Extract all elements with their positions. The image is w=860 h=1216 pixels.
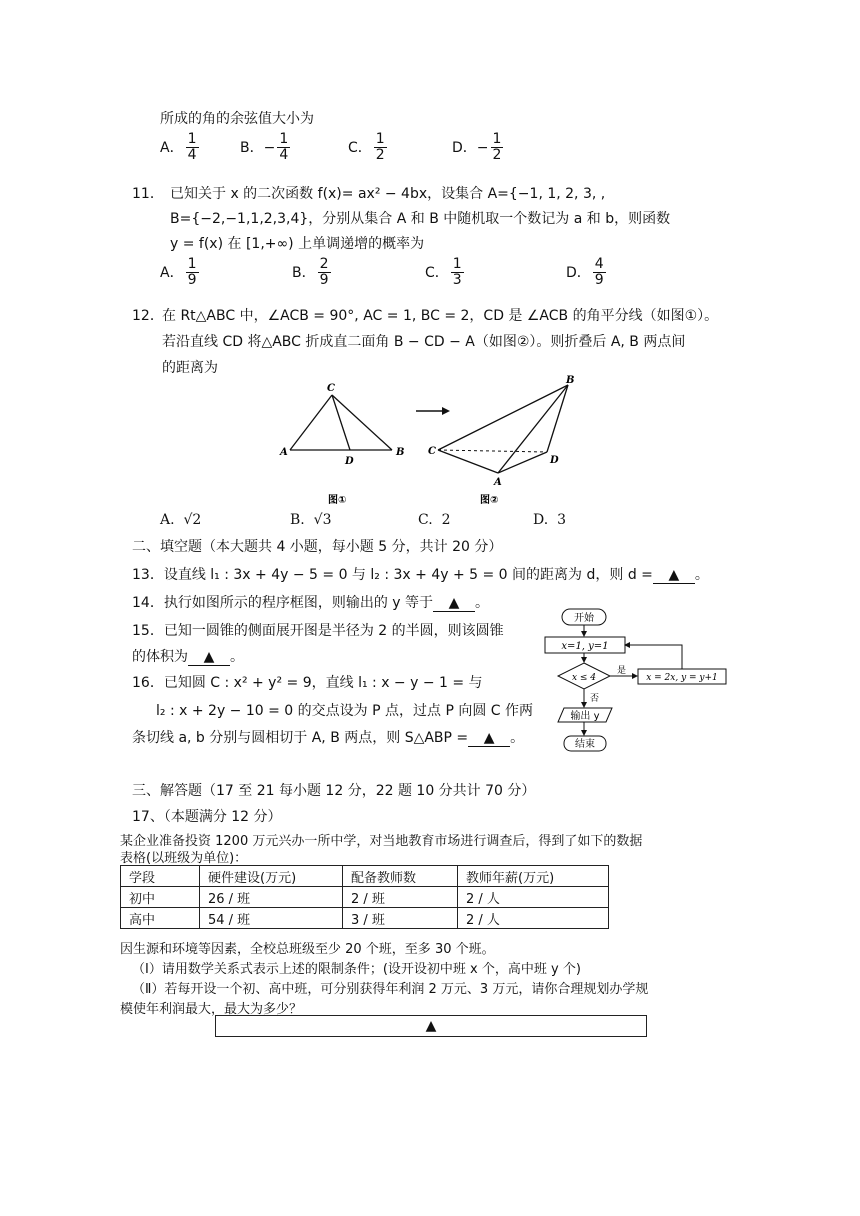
table-cell: 26 / 班 [200, 887, 343, 908]
flow-output-label: 输出 y [570, 711, 600, 722]
table-cell: 2 / 人 [458, 887, 609, 908]
q10-option-b: B．− $\frac{1}{4}$ [240, 131, 289, 164]
flow-start-label: 开始 [574, 613, 594, 624]
table-cell: 54 / 班 [200, 908, 343, 929]
fig2-label-a: A [494, 477, 502, 488]
fig2-caption: 图② [480, 495, 499, 506]
q11-number: 11． [132, 186, 164, 202]
q17-intro-line2: 表格(以班级为单位)： [120, 851, 248, 866]
flow-condition-label: x ≤ 4 [571, 673, 597, 683]
q15-line1: 15．已知一圆锥的侧面展开图是半径为 2 的半圆，则该圆锥 [132, 623, 504, 639]
q16-line1: 16．已知圆 C : x² + y² = 9，直线 l₁ : x − y − 1 = 与 [132, 675, 483, 691]
q10-option-d: D．− $\frac{1}{2}$ [452, 131, 502, 164]
table-cell: 2 / 班 [343, 887, 458, 908]
flow-update-label: x = 2x, y = y+1 [646, 673, 718, 683]
table-cell: 初中 [121, 887, 200, 908]
q12-number: 12． [132, 308, 164, 324]
q11-option-a: A． $\frac{1}{9}$ [160, 256, 197, 289]
q17-data-table [120, 865, 609, 929]
flow-no-label: 否 [590, 694, 600, 704]
table-header-row [121, 866, 609, 887]
flowchart [540, 605, 735, 755]
fig1-label-d: D [345, 456, 354, 467]
fold-arrow-head [442, 407, 450, 415]
fig1-label-b: B [396, 447, 405, 458]
q16-line2: l₂ : x + 2y − 10 = 0 的交点设为 P 点，过点 P 向圆 C 作两 [156, 703, 534, 719]
section3-title: 三、解答题（17 至 21 每小题 12 分，22 题 10 分共计 70 分） [132, 783, 536, 799]
q16-answer-blank[interactable]: ▲ [468, 730, 510, 747]
q11-option-d: D． $\frac{4}{9}$ [566, 256, 604, 289]
q12-option-c: C. 2 [418, 512, 451, 528]
q17-constraint-text: 因生源和环境等因素，全校总班级至少 20 个班，至多 30 个班。 [120, 942, 495, 957]
flow-yes-label: 是 [617, 666, 627, 676]
q12-line3: 的距离为 [162, 360, 218, 376]
q12-option-a: A. √2 [160, 512, 202, 528]
q13-line: 13．设直线 l₁ : 3x + 4y − 5 = 0 与 l₂ : 3x + 4y + 5 = 0 间的距离为 d，则 d = ▲ 。 [132, 567, 709, 583]
q12-option-b: B. √3 [290, 512, 332, 528]
q12-option-d: D. 3 [533, 512, 567, 528]
q11-option-c: C． $\frac{1}{3}$ [425, 256, 462, 289]
fig2-label-b: B [566, 375, 575, 386]
figure-1-triangle [290, 395, 392, 450]
q12-figures [270, 375, 600, 510]
q15-answer-blank[interactable]: ▲ [188, 649, 230, 666]
table-header-cell: 硬件建设(万元) [200, 866, 343, 887]
q10-option-c: C． $\frac{1}{2}$ [348, 131, 385, 164]
q11-line1: 已知关于 x 的二次函数 f(x)= ax² − 4bx，设集合 A={−1, 1, 2, 3, , [170, 186, 606, 202]
q15-line2: 的体积为 ▲ 。 [132, 649, 244, 665]
q17-header: 17、（本题满分 12 分） [132, 809, 282, 825]
section2-title: 二、填空题（本大题共 4 小题，每小题 5 分，共计 20 分） [132, 539, 503, 555]
q11-option-b: B． $\frac{2}{9}$ [292, 256, 329, 289]
q12-line2: 若沿直线 CD 将△ABC 折成直二面角 B − CD − A（如图②）。则折叠后 A, B 两点间 [162, 334, 686, 350]
fig2-label-d: D [550, 455, 559, 466]
table-row [121, 887, 609, 908]
q14-line: 14．执行如图所示的程序框图，则输出的 y 等于 ▲ 。 [132, 595, 489, 611]
q10-option-a: A． $\frac{1}{4}$ [160, 131, 197, 164]
flow-end-label: 结束 [575, 739, 595, 750]
table-header-cell: 配备教师数 [343, 866, 458, 887]
q13-answer-blank[interactable]: ▲ [653, 567, 695, 584]
q10-stem-continuation: 所成的角的余弦值大小为 [160, 111, 314, 127]
fig1-label-a: A [280, 447, 288, 458]
table-cell: 3 / 班 [343, 908, 458, 929]
table-cell: 高中 [121, 908, 200, 929]
q11-line2: B={−2,−1,1,2,3,4}，分别从集合 A 和 B 中随机取一个数记为 a 和 b，则函数 [170, 211, 671, 227]
q17-part1: （Ⅰ）请用数学关系式表示上述的限制条件；(设开设初中班 x 个，高中班 y 个) [132, 962, 581, 977]
figure-2-tetrahedron [438, 385, 568, 473]
q17-intro-line1: 某企业准备投资 1200 万元兴办一所中学，对当地教育市场进行调查后，得到了如下的数据 [120, 834, 643, 849]
fig2-label-c: C [428, 446, 436, 457]
fig1-caption: 图① [328, 495, 347, 506]
table-cell: 2 / 人 [458, 908, 609, 929]
flow-init-label: x=1, y=1 [561, 641, 609, 652]
q12-line1: 在 Rt△ABC 中，∠ACB = 90°, AC = 1, BC = 2，CD 是 ∠ACB 的角平分线（如图①）。 [162, 308, 719, 324]
table-header-cell: 学段 [121, 866, 200, 887]
q16-line3: 条切线 a, b 分别与圆相切于 A, B 两点，则 S△ABP = ▲ 。 [132, 730, 525, 746]
q11-line3: y = f(x) 在 [1,+∞) 上单调递增的概率为 [170, 236, 425, 252]
q17-part2-line2: 模使年利润最大，最大为多少？ [120, 1002, 303, 1017]
table-row [121, 908, 609, 929]
fig1-label-c: C [327, 383, 335, 394]
q17-part2-line1: （Ⅱ）若每开设一个初、高中班，可分别获得年利润 2 万元、3 万元，请你合理规划办学规 [132, 982, 649, 997]
table-header-cell: 教师年薪(万元) [458, 866, 609, 887]
q17-answer-box[interactable]: ▲ [215, 1015, 647, 1037]
q14-answer-blank[interactable]: ▲ [433, 595, 475, 612]
